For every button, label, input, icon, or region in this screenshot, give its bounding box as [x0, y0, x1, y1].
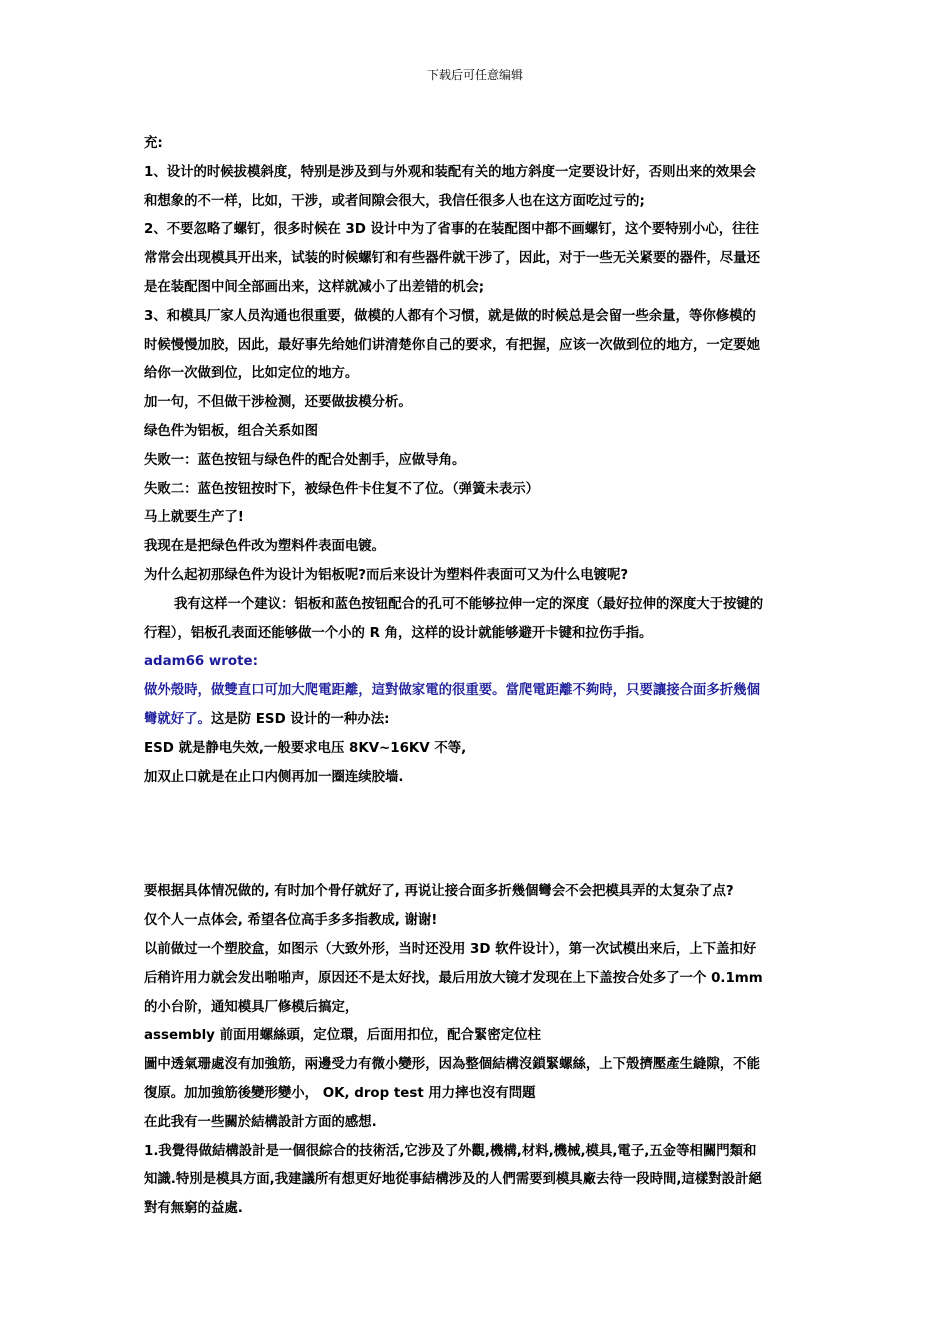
- text-line: 1.我覺得做結構設計是一個很綜合的技術活,它涉及了外觀,機構,材料,機械,模具,電子,五金等相關門類和: [144, 1143, 757, 1159]
- text-line: 2、不要忽略了螺钉，很多时候在 3D 设计中为了省事的在装配图中都不画螺钉，这个要特别小心，往往: [144, 222, 759, 238]
- text-block-1: [144, 130, 810, 591]
- text-line: 是在装配图中间全部画出来，这样就减小了出差错的机会;: [144, 279, 485, 295]
- text-line: assembly 前面用螺絲頭，定位環，后面用扣位，配合緊密定位柱: [144, 1028, 541, 1044]
- text-line: 3、和模具厂家人员沟通也很重要，做模的人都有个习惯，就是做的时候总是会留一些余量，等你修模的: [144, 308, 756, 324]
- text-line: 對有無窮的益處.: [144, 1201, 243, 1217]
- text-line: 我现在是把绿色件改为塑料件表面电镀。: [144, 539, 386, 555]
- text-line: 和想象的不一样，比如，干涉，或者间隙会很大，我信任很多人也在这方面吃过亏的;: [144, 193, 645, 209]
- text-line: 復原。加加強筋後變形變小， OK, drop test 用力摔也沒有問題: [144, 1085, 536, 1101]
- text-line: 后稍许用力就会发出啪啪声，原因还不是太好找，最后用放大镜才发现在上下盖按合处多了一个 0.1mm: [144, 970, 763, 986]
- text-line: 加一句，不但做干涉检测，还要做拔模分析。: [144, 395, 412, 411]
- text-line: 行程），铝板孔表面还能够做一个小的 R 角，这样的设计就能够避开卡键和拉伤手指。: [144, 625, 653, 641]
- quote-text-mixed: [144, 706, 810, 735]
- quote-author: adam66 wrote:: [144, 654, 258, 670]
- text-line: 常常会出现模具开出来，试装的时候螺钉和有些器件就干涉了，因此，对于一些无关紧要的器件，尽量还: [144, 251, 760, 267]
- text-line: 1、设计的时候拔模斜度，特别是涉及到与外观和装配有关的地方斜度一定要设计好，否则出来的效果会: [144, 164, 756, 180]
- text-line: 在此我有一些關於結構設計方面的感想.: [144, 1114, 377, 1130]
- text-line: 加双止口就是在止口内侧再加一圈连续胶墙.: [144, 769, 404, 785]
- quote-block: [144, 648, 810, 734]
- text-line: 仅个人一点体会, 希望各位高手多多指教成, 谢谢!: [144, 913, 438, 929]
- text-line: 要根据具体情况做的, 有时加个骨仔就好了, 再说让接合面多折幾個彎会不会把模具弄的太复杂了点?: [144, 884, 734, 900]
- document-body: [144, 130, 810, 1224]
- text-line: 失败二：蓝色按钮按时下，被绿色件卡住复不了位。（弹簧未表示）: [144, 481, 540, 497]
- text-line: 知識.特別是模具方面,我建議所有想更好地從事結構涉及的人們需要到模具廠去待一段時間,這樣對設計絕: [144, 1172, 762, 1188]
- text-line: 圖中透氣珊處沒有加強筋，兩邊受力有微小變形，因為整個結構沒鎖緊螺絲，上下殼擠壓產生縫隙，不能: [144, 1057, 760, 1073]
- text-line: 为什么起初那绿色件为设计为铝板呢?而后来设计为塑料件表面可又为什么电镀呢?: [144, 567, 629, 583]
- text-line: 的小台阶，通知模具厂修模后搞定，: [144, 999, 359, 1015]
- blank-gap: [144, 792, 810, 878]
- text-line: 充:: [144, 136, 163, 151]
- page-header: 下载后可任意编辑: [426, 68, 523, 82]
- text-line: 我有这样一个建议：铝板和蓝色按钮配合的孔可不能够拉伸一定的深度（最好拉伸的深度大于按键的: [174, 596, 764, 612]
- text-line: ESD 就是静电失效,一般要求电压 8KV~16KV 不等,: [144, 740, 467, 756]
- text-line: 绿色件为铝板，组合关系如图: [144, 423, 319, 439]
- quote-text-end: 彎就好了。: [144, 711, 211, 727]
- reply-text: 这是防 ESD 设计的一种办法:: [210, 711, 390, 727]
- suggestion-paragraph: [144, 591, 810, 649]
- text-block-2: [144, 735, 810, 793]
- text-block-3: [144, 878, 810, 1224]
- text-line: 给你一次做到位，比如定位的地方。: [144, 366, 359, 382]
- quote-text: 做外殼時，做雙直口可加大爬電距離，這對做家電的很重要。當爬電距離不夠時，只要讓接合面多折幾個: [144, 683, 760, 699]
- text-line: 时候慢慢加胶，因此，最好事先给她们讲清楚你自己的要求，有把握，应该一次做到位的地方，一定要她: [144, 337, 760, 353]
- text-line: 失败一：蓝色按钮与绿色件的配合处割手，应做导角。: [144, 452, 466, 468]
- text-line: 马上就要生产了!: [144, 510, 244, 526]
- text-line: 以前做过一个塑胶盒，如图示（大致外形，当时还没用 3D 软件设计），第一次试模出来后，上下盖扣好: [144, 941, 757, 957]
